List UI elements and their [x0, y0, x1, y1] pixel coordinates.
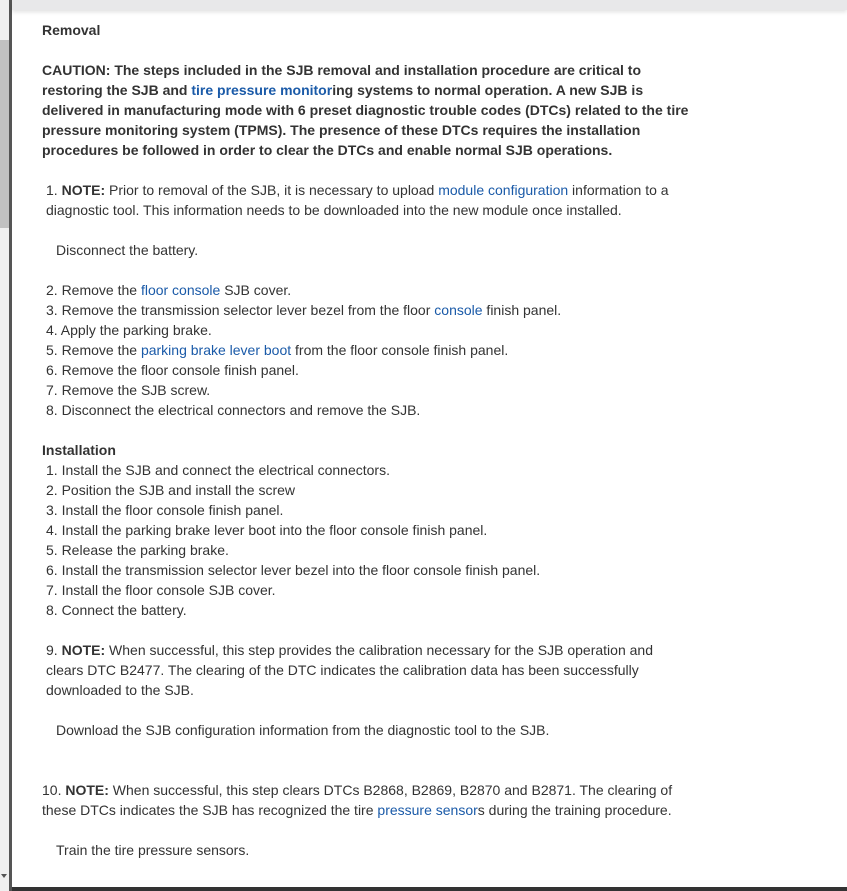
step-text: When successful, this step provides the calibration necessary for the SJB operation and clears DTC B2477. The clearing of the DTC indicates the calibration data has been successfully downloaded to the SJB. [46, 642, 653, 698]
bottom-bar [12, 887, 847, 891]
step-text: from the floor console finish panel. [291, 342, 509, 358]
scroll-down-arrow-icon[interactable] [1, 874, 7, 878]
removal-step-3 [42, 300, 692, 320]
link-tire-pressure-monitor[interactable]: tire pressure monitor [191, 82, 333, 98]
removal-step-6: 6. Remove the floor console finish panel. [46, 362, 299, 378]
installation-step: 1. Install the SJB and connect the electrical connectors. [46, 462, 390, 478]
installation-step: 8. Connect the battery. [46, 602, 187, 618]
removal-step-2 [42, 280, 692, 300]
caution-part1: CAUTION: The steps included in the SJB removal and installation procedure are critical to restoring the SJB and [42, 62, 642, 98]
caution-part2: ing systems to normal operation. A new SJB is delivered in manufacturing mode with 6 preset diagnostic trouble codes (DTCs) related to the tire pressure monitoring system (TPMS). The presence of these DTCs requires the installation procedures be followed in order to clear the DTCs and enable normal SJB operations. [42, 82, 689, 158]
link-module-configuration[interactable]: module configuration [438, 182, 569, 198]
step-text: When successful, this step clears DTCs B2868, B2869, B2870 and B2871. The clearing of these DTCs indicates the SJB has recognized the tire [42, 782, 673, 818]
installation-step-9-action: Download the SJB configuration information from the diagnostic tool to the SJB. [56, 722, 550, 738]
installation-step-9 [42, 640, 692, 700]
link-floor-console[interactable]: floor console [140, 282, 221, 298]
document-content [42, 20, 692, 860]
step-number: 9. [46, 642, 62, 658]
installation-step: 4. Install the parking brake lever boot into the floor console finish panel. [46, 522, 488, 538]
step-text: 2. Remove the [46, 282, 141, 298]
frame-divider [9, 0, 12, 891]
step-text: 5. Remove the [46, 342, 141, 358]
link-console[interactable]: console [434, 302, 483, 318]
scrollbar-thumb[interactable] [0, 40, 9, 228]
scrollbar[interactable] [0, 0, 9, 891]
step-text: finish panel. [482, 302, 562, 318]
step-text: Prior to removal of the SJB, it is necessary to upload [105, 182, 439, 198]
installation-heading: Installation [42, 442, 116, 458]
installation-step: 5. Release the parking brake. [46, 542, 229, 558]
removal-step-8: 8. Disconnect the electrical connectors and remove the SJB. [46, 402, 421, 418]
step-text: SJB cover. [220, 282, 292, 298]
removal-step-4: 4. Apply the parking brake. [46, 322, 212, 338]
link-parking-brake-lever-boot[interactable]: parking brake lever boot [140, 342, 292, 358]
step-number: 1. [46, 182, 62, 198]
top-bar [12, 0, 847, 10]
caution-text [42, 60, 692, 160]
installation-step: 7. Install the floor console SJB cover. [46, 582, 276, 598]
link-pressure-sensor[interactable]: pressure sensor [377, 802, 478, 818]
removal-step-1 [42, 180, 692, 220]
installation-step-10 [42, 780, 692, 820]
note-label: NOTE: [65, 782, 109, 798]
removal-step-1-action: Disconnect the battery. [56, 242, 199, 258]
removal-step-7: 7. Remove the SJB screw. [46, 382, 211, 398]
step-text: s during the training procedure. [477, 802, 672, 818]
step-number: 10. [42, 782, 66, 798]
installation-step: 6. Install the transmission selector lever bezel into the floor console finish panel. [46, 562, 541, 578]
installation-step-10-action: Train the tire pressure sensors. [56, 842, 250, 858]
step-text: information to a diagnostic tool. This information needs to be downloaded into the new module once installed. [46, 182, 669, 218]
note-label: NOTE: [61, 182, 106, 198]
note-label: NOTE: [61, 642, 106, 658]
removal-heading: Removal [42, 22, 101, 38]
installation-step: 2. Position the SJB and install the screw [46, 482, 296, 498]
step-text: 3. Remove the transmission selector lever bezel from the floor [46, 302, 435, 318]
removal-step-5 [42, 340, 692, 360]
installation-step: 3. Install the floor console finish panel. [46, 502, 284, 518]
